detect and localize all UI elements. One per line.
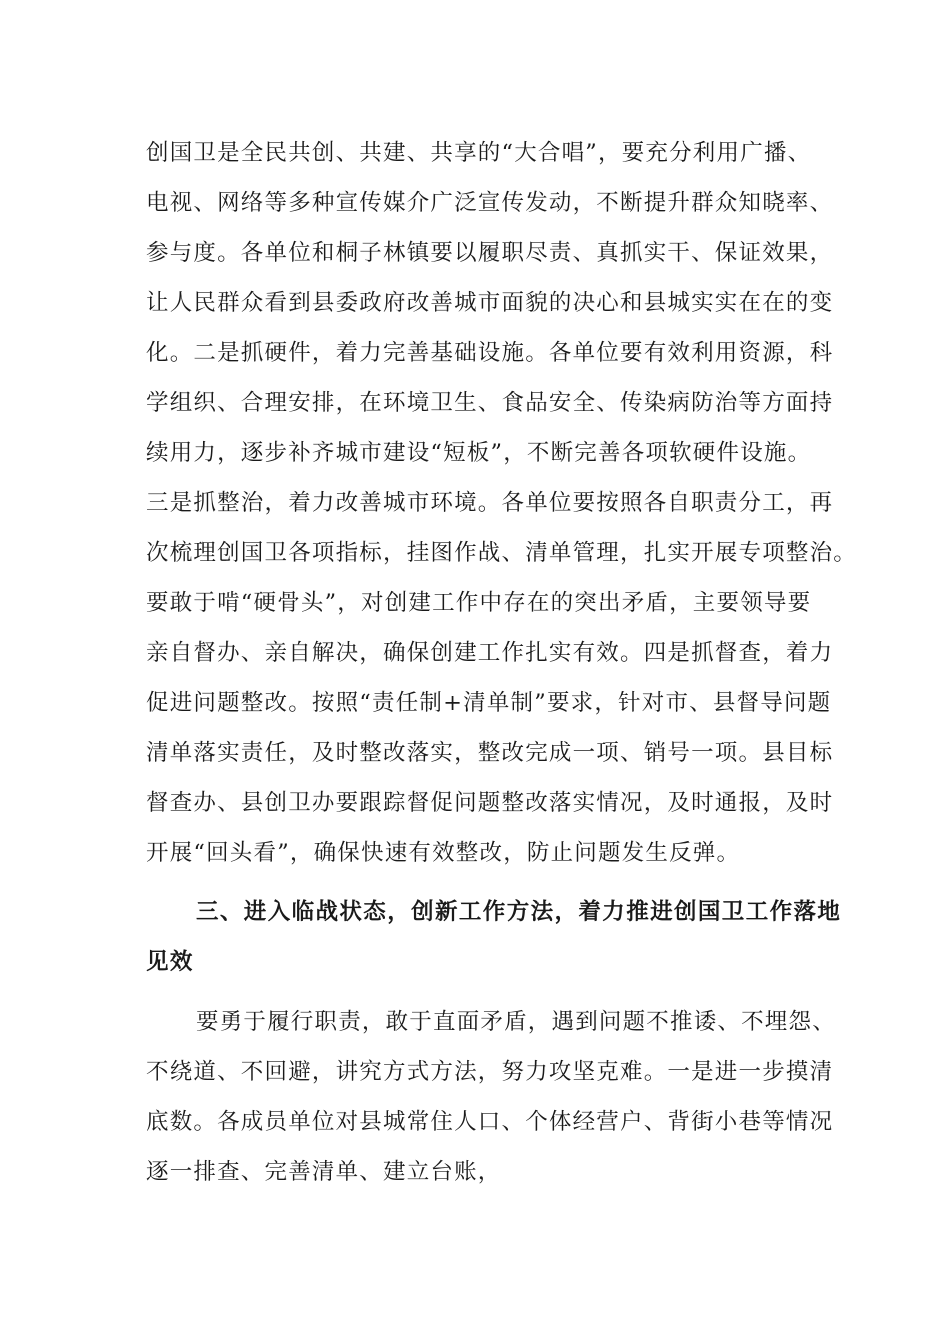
paragraph-line: 化。二是抓硬件，着力完善基础设施。各单位要有效利用资源，科 [146, 340, 834, 366]
paragraph-line: 参与度。各单位和桐子林镇要以履职尽责、真抓实干、保证效果， [146, 240, 834, 266]
paragraph-line: 要勇于履行职责，敢于直面矛盾，遇到问题不推诿、不埋怨、 [196, 1009, 836, 1035]
paragraph-line: 不绕道、不回避，讲究方式方法，努力攻坚克难。一是进一步摸清 [146, 1059, 834, 1085]
paragraph-line: 次梳理创国卫各项指标，挂图作战、清单管理，扎实开展专项整治。 [146, 540, 858, 566]
heading-line: 见效 [146, 949, 194, 975]
paragraph-line: 开展“回头看”，确保快速有效整改，防止问题发生反弹。 [146, 840, 741, 866]
paragraph-line: 要敢于啃“硬骨头”，对创建工作中存在的突出矛盾，主要领导要 [146, 590, 812, 616]
paragraph-line: 清单落实责任，及时整改落实，整改完成一项、销号一项。县目标 [146, 740, 834, 766]
paragraph-line: 亲自督办、亲自解决，确保创建工作扎实有效。四是抓督查，着力 [146, 640, 834, 666]
paragraph-line: 督查办、县创卫办要跟踪督促问题整改落实情况，及时通报，及时 [146, 790, 834, 816]
paragraph-line: 底数。各成员单位对县城常住人口、个体经营户、背街小巷等情况 [146, 1109, 834, 1135]
paragraph-line: 续用力，逐步补齐城市建设“短板”，不断完善各项软硬件设施。 [146, 440, 812, 466]
paragraph-line: 促进问题整改。按照“责任制+清单制”要求，针对市、县督导问题 [146, 690, 832, 716]
paragraph-line: 逐一排查、完善清单、建立台账， [146, 1159, 502, 1185]
paragraph-line: 电视、网络等多种宣传媒介广泛宣传发动，不断提升群众知晓率、 [146, 190, 834, 216]
paragraph-line: 让人民群众看到县委政府改善城市面貌的决心和县城实实在在的变 [146, 290, 834, 316]
paragraph-line: 创国卫是全民共创、共建、共享的“大合唱”，要充分利用广播、 [146, 140, 812, 166]
heading-line: 三、进入临战状态，创新工作方法，着力推进创国卫工作落地 [196, 899, 842, 925]
paragraph-line: 三是抓整治，着力改善城市环境。各单位要按照各自职责分工，再 [146, 490, 834, 516]
paragraph-line: 学组织、合理安排，在环境卫生、食品安全、传染病防治等方面持 [146, 390, 834, 416]
